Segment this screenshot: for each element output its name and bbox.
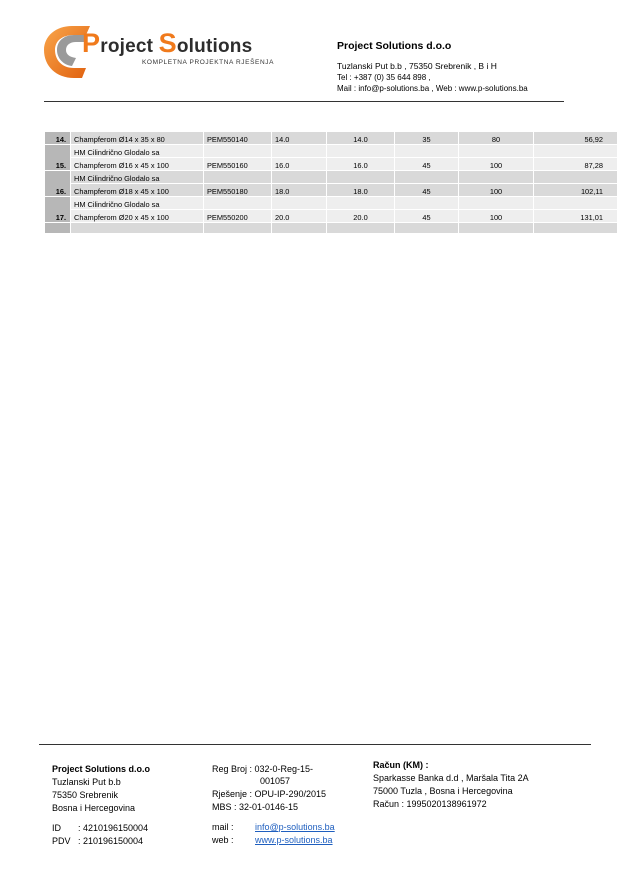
web-link[interactable]: www.p-solutions.ba xyxy=(255,835,333,845)
row-d1: 14.0 xyxy=(272,132,327,145)
row-number: 15. xyxy=(45,145,71,171)
row-price: 87,28 xyxy=(534,158,618,171)
logo-text-mid: roject xyxy=(100,36,159,57)
table-row xyxy=(45,145,618,158)
company-logo xyxy=(42,22,275,84)
logo-letter-p: P xyxy=(82,28,101,58)
row-description-line1: HM Cilindrično Glodalo sa xyxy=(71,197,204,210)
row-price: 56,92 xyxy=(534,132,618,145)
row-description-line2: Champferom Ø18 x 45 x 100 xyxy=(71,184,204,197)
row-number: 17. xyxy=(45,197,71,223)
table-row xyxy=(45,132,618,145)
footer-reg-number-cont: 001057 xyxy=(260,776,291,786)
logo-wordmark xyxy=(82,28,252,59)
row-number: 14. xyxy=(45,132,71,145)
row-l1: 45 xyxy=(395,184,459,197)
table-row-cont xyxy=(45,158,618,171)
footer-reg-number: Reg Broj : 032-0-Reg-15- xyxy=(212,764,314,774)
row-code: PEM550140 xyxy=(204,132,272,145)
header-phone: Tel : +387 (0) 35 644 898 , xyxy=(337,73,431,82)
footer-bank-account: Račun : 1995020138961972 xyxy=(373,799,487,809)
id-value: : 4210196150004 xyxy=(78,823,149,833)
row-l2: 80 xyxy=(459,132,534,145)
id-label: ID xyxy=(52,823,61,833)
web-label: web : xyxy=(212,835,234,845)
row-d2: 18.0 xyxy=(327,184,395,197)
footer-mbs: MBS : 32-01-0146-15 xyxy=(212,802,299,812)
footer-bank-line: 75000 Tuzla , Bosna i Hercegovina xyxy=(373,786,513,796)
row-d1: 16.0 xyxy=(272,158,327,171)
row-d2: 20.0 xyxy=(327,210,395,223)
row-d2: 14.0 xyxy=(327,132,395,145)
logo-letter-s: S xyxy=(158,28,177,58)
row-description: Champferom Ø14 x 35 x 80 xyxy=(71,132,204,145)
row-d1: 18.0 xyxy=(272,184,327,197)
row-code: PEM550180 xyxy=(204,184,272,197)
pdv-label: PDV xyxy=(52,836,71,846)
row-l1: 35 xyxy=(395,132,459,145)
mail-label: mail : xyxy=(212,822,234,832)
footer-company-name: Project Solutions d.o.o xyxy=(52,764,151,774)
row-d2: 16.0 xyxy=(327,158,395,171)
logo-tagline: KOMPLETNA PROJEKTNA RJEŠENJA xyxy=(142,59,275,66)
mail-link[interactable]: info@p-solutions.ba xyxy=(255,822,335,832)
logo-text-end: olutions xyxy=(176,36,253,57)
row-description-line1: HM Cilindrično Glodalo sa xyxy=(71,171,204,184)
footer-mail xyxy=(212,821,335,833)
row-d1: 20.0 xyxy=(272,210,327,223)
row-number: 16. xyxy=(45,171,71,197)
row-l2: 100 xyxy=(459,158,534,171)
footer-pdv xyxy=(52,835,143,847)
row-code: PEM550200 xyxy=(204,210,272,223)
footer-rjesenje: Rješenje : OPU-IP-290/2015 xyxy=(212,789,327,799)
header-divider xyxy=(44,101,564,102)
row-l1: 45 xyxy=(395,210,459,223)
footer-bank-line: Sparkasse Banka d.d , Maršala Tita 2A xyxy=(373,773,529,783)
row-code: PEM550160 xyxy=(204,158,272,171)
row-price: 102,11 xyxy=(534,184,618,197)
footer-id xyxy=(52,822,148,834)
footer-account-title: Račun (KM) : xyxy=(373,760,429,770)
table-row-empty xyxy=(45,223,618,234)
footer-web xyxy=(212,834,333,846)
header-company-name: Project Solutions d.o.o xyxy=(337,40,452,52)
table-row xyxy=(45,197,618,210)
row-l2: 100 xyxy=(459,210,534,223)
table-row-cont xyxy=(45,184,618,197)
table-row xyxy=(45,171,618,184)
row-description-line1: HM Cilindrično Glodalo sa xyxy=(71,145,204,158)
footer-address-line: Tuzlanski Put b.b xyxy=(52,777,121,787)
product-table xyxy=(44,131,618,234)
footer-address-line: Bosna i Hercegovina xyxy=(52,803,136,813)
header-mail-web: Mail : info@p-solutions.ba , Web : www.p-solutions.ba xyxy=(337,84,528,93)
footer-address-line: 75350 Srebrenik xyxy=(52,790,119,800)
row-l2: 100 xyxy=(459,184,534,197)
row-description-line2: Champferom Ø20 x 45 x 100 xyxy=(71,210,204,223)
header-address: Tuzlanski Put b.b , 75350 Srebrenik , B i H xyxy=(337,61,497,71)
row-price: 131,01 xyxy=(534,210,618,223)
footer-divider xyxy=(39,744,591,745)
pdv-value: : 210196150004 xyxy=(78,836,144,846)
table-row-cont xyxy=(45,210,618,223)
row-description-line2: Champferom Ø16 x 45 x 100 xyxy=(71,158,204,171)
row-l1: 45 xyxy=(395,158,459,171)
